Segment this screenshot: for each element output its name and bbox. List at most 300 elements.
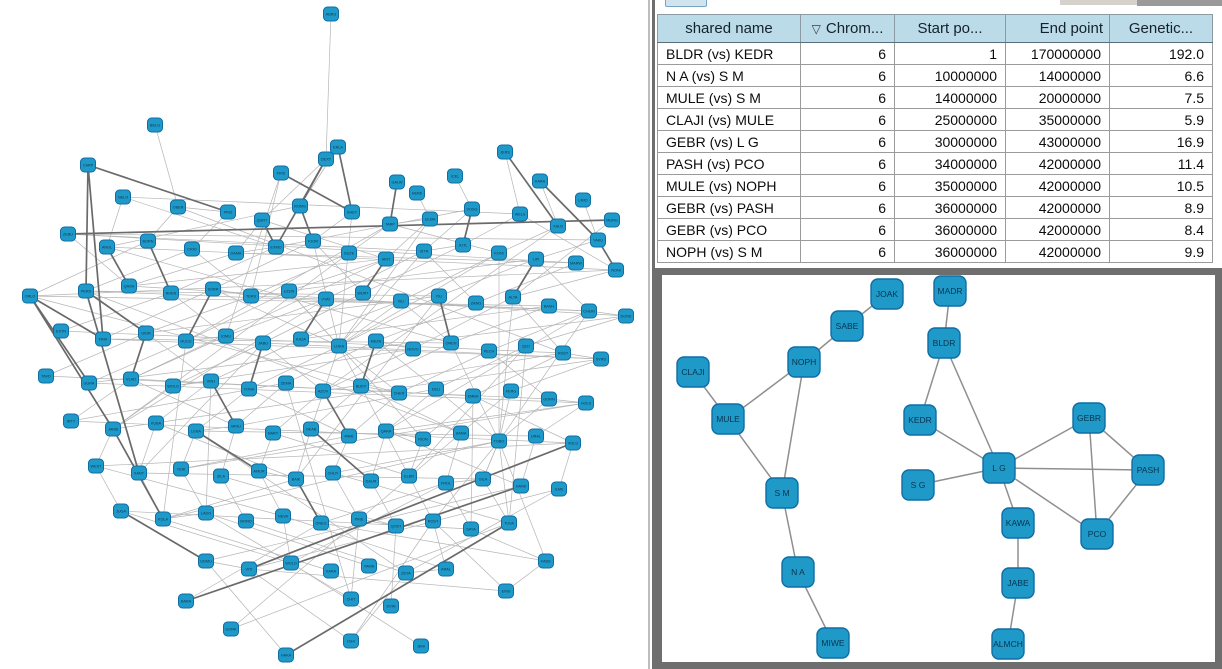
graph-node[interactable] (429, 382, 444, 396)
graph-node[interactable] (319, 152, 334, 166)
graph-node[interactable] (64, 414, 79, 428)
graph-node-shape[interactable] (712, 404, 744, 434)
graph-node-shape[interactable] (552, 482, 567, 496)
graph-node-LG[interactable] (983, 453, 1015, 483)
graph-node-shape[interactable] (324, 564, 339, 578)
table-cell[interactable]: MULE (vs) NOPH (658, 175, 801, 197)
table-cell[interactable]: 6 (801, 87, 895, 109)
graph-node-shape[interactable] (992, 629, 1024, 659)
graph-node-shape[interactable] (576, 193, 591, 207)
graph-node-shape[interactable] (122, 279, 137, 293)
graph-node[interactable] (379, 424, 394, 438)
table-cell[interactable]: 6 (801, 43, 895, 65)
graph-node-shape[interactable] (605, 213, 620, 227)
table-cell[interactable]: 6 (801, 131, 895, 153)
graph-node-JOAK[interactable] (871, 279, 903, 309)
graph-node[interactable] (293, 199, 308, 213)
graph-node-shape[interactable] (529, 429, 544, 443)
graph-node-shape[interactable] (304, 422, 319, 436)
graph-edge[interactable] (782, 362, 804, 493)
graph-node-shape[interactable] (902, 470, 934, 500)
graph-node-shape[interactable] (54, 324, 69, 338)
table-cell[interactable]: N A (vs) S M (658, 65, 801, 87)
table-cell[interactable]: 6 (801, 219, 895, 241)
graph-node[interactable] (132, 466, 147, 480)
graph-node-shape[interactable] (448, 169, 463, 183)
graph-node-shape[interactable] (1132, 455, 1164, 485)
graph-node[interactable] (316, 384, 331, 398)
graph-node-MULE[interactable] (712, 404, 744, 434)
graph-node-shape[interactable] (519, 339, 534, 353)
graph-node[interactable] (124, 372, 139, 386)
graph-node[interactable] (252, 464, 267, 478)
graph-node-shape[interactable] (326, 466, 341, 480)
graph-node[interactable] (229, 246, 244, 260)
graph-node-KAWA[interactable] (1002, 508, 1034, 538)
graph-node-shape[interactable] (164, 286, 179, 300)
graph-node-shape[interactable] (229, 419, 244, 433)
graph-node-shape[interactable] (362, 559, 377, 573)
graph-node[interactable] (342, 429, 357, 443)
graph-node[interactable] (399, 566, 414, 580)
graph-node[interactable] (199, 506, 214, 520)
graph-node-shape[interactable] (504, 384, 519, 398)
graph-node-shape[interactable] (252, 464, 267, 478)
graph-node[interactable] (304, 422, 319, 436)
graph-node-shape[interactable] (539, 554, 554, 568)
graph-node-shape[interactable] (132, 466, 147, 480)
graph-node-shape[interactable] (279, 376, 294, 390)
graph-node[interactable] (61, 227, 76, 241)
graph-node-ALMCH[interactable] (992, 629, 1024, 659)
graph-node-shape[interactable] (166, 379, 181, 393)
graph-node-shape[interactable] (831, 311, 863, 341)
graph-node-shape[interactable] (482, 344, 497, 358)
graph-node-shape[interactable] (465, 202, 480, 216)
graph-node[interactable] (156, 512, 171, 526)
graph-node[interactable] (456, 238, 471, 252)
graph-node[interactable] (116, 190, 131, 204)
table-row[interactable] (658, 87, 1213, 109)
table-cell[interactable]: 14000000 (895, 87, 1006, 109)
graph-node[interactable] (100, 240, 115, 254)
graph-node-shape[interactable] (533, 174, 548, 188)
graph-node[interactable] (364, 474, 379, 488)
graph-node-shape[interactable] (282, 284, 297, 298)
graph-node-shape[interactable] (224, 622, 239, 636)
graph-node[interactable] (324, 7, 339, 21)
graph-node-shape[interactable] (276, 509, 291, 523)
graph-node-shape[interactable] (439, 476, 454, 490)
table-cell[interactable]: 6 (801, 153, 895, 175)
graph-node-shape[interactable] (356, 286, 371, 300)
graph-node[interactable] (533, 174, 548, 188)
graph-node[interactable] (402, 469, 417, 483)
table-cell[interactable]: 8.9 (1110, 197, 1213, 219)
table-cell[interactable]: 10000000 (895, 65, 1006, 87)
table-row[interactable] (658, 197, 1213, 219)
graph-node-shape[interactable] (219, 329, 234, 343)
graph-node[interactable] (426, 514, 441, 528)
graph-node[interactable] (199, 554, 214, 568)
graph-node[interactable] (289, 472, 304, 486)
graph-node[interactable] (529, 252, 544, 266)
graph-node[interactable] (306, 234, 321, 248)
graph-node[interactable] (342, 246, 357, 260)
graph-node-shape[interactable] (506, 290, 521, 304)
table-cell[interactable]: 8.4 (1110, 219, 1213, 241)
graph-node-shape[interactable] (279, 648, 294, 662)
table-cell[interactable]: 43000000 (1006, 131, 1110, 153)
table-cell[interactable]: 6 (801, 241, 895, 263)
graph-node-shape[interactable] (476, 472, 491, 486)
graph-node[interactable] (542, 392, 557, 406)
graph-node-shape[interactable] (456, 238, 471, 252)
graph-node-shape[interactable] (551, 219, 566, 233)
table-cell[interactable]: 10.5 (1110, 175, 1213, 197)
graph-node-shape[interactable] (542, 392, 557, 406)
table-cell[interactable]: GEBR (vs) PASH (658, 197, 801, 219)
graph-node-shape[interactable] (269, 240, 284, 254)
graph-node[interactable] (166, 379, 181, 393)
graph-node[interactable] (239, 514, 254, 528)
graph-node-shape[interactable] (569, 256, 584, 270)
graph-node-shape[interactable] (64, 414, 79, 428)
graph-node-SABE[interactable] (831, 311, 863, 341)
graph-node-shape[interactable] (344, 634, 359, 648)
graph-node-shape[interactable] (410, 186, 425, 200)
graph-node-shape[interactable] (124, 372, 139, 386)
graph-node[interactable] (464, 522, 479, 536)
filter-funnel-icon[interactable]: ▽ (811, 22, 821, 36)
graph-node-MIWE[interactable] (817, 628, 849, 658)
graph-node-shape[interactable] (79, 284, 94, 298)
graph-node-shape[interactable] (331, 140, 346, 154)
graph-node[interactable] (454, 426, 469, 440)
graph-node[interactable] (326, 466, 341, 480)
graph-node-shape[interactable] (345, 205, 360, 219)
graph-node-shape[interactable] (1002, 568, 1034, 598)
graph-node-BLDR[interactable] (928, 328, 960, 358)
graph-node-CLAJI[interactable] (677, 357, 709, 387)
graph-node[interactable] (576, 193, 591, 207)
graph-node[interactable] (605, 213, 620, 227)
graph-node-shape[interactable] (1002, 508, 1034, 538)
graph-node-shape[interactable] (498, 145, 513, 159)
graph-node-shape[interactable] (204, 374, 219, 388)
graph-node-shape[interactable] (319, 152, 334, 166)
graph-node[interactable] (383, 217, 398, 231)
graph-node[interactable] (410, 186, 425, 200)
table-cell[interactable]: 42000000 (1006, 175, 1110, 197)
graph-node[interactable] (269, 240, 284, 254)
table-cell[interactable]: 36000000 (895, 219, 1006, 241)
filtered-network-canvas[interactable] (662, 275, 1215, 662)
graph-node[interactable] (529, 429, 544, 443)
graph-node[interactable] (114, 504, 129, 518)
graph-node[interactable] (204, 374, 219, 388)
graph-node-shape[interactable] (591, 233, 606, 247)
graph-node-shape[interactable] (514, 479, 529, 493)
graph-node-shape[interactable] (244, 289, 259, 303)
graph-node-shape[interactable] (179, 334, 194, 348)
graph-node[interactable] (369, 334, 384, 348)
graph-node[interactable] (465, 202, 480, 216)
table-cell[interactable]: 11.4 (1110, 153, 1213, 175)
graph-node-shape[interactable] (469, 296, 484, 310)
table-cell[interactable]: 9.9 (1110, 241, 1213, 263)
graph-node[interactable] (394, 294, 409, 308)
graph-node-shape[interactable] (499, 584, 514, 598)
graph-node-shape[interactable] (399, 566, 414, 580)
graph-node-shape[interactable] (289, 472, 304, 486)
graph-node-shape[interactable] (369, 334, 384, 348)
graph-node[interactable] (498, 145, 513, 159)
graph-node[interactable] (432, 289, 447, 303)
graph-node[interactable] (282, 284, 297, 298)
graph-node-shape[interactable] (100, 240, 115, 254)
graph-node[interactable] (276, 509, 291, 523)
graph-node-shape[interactable] (1081, 519, 1113, 549)
graph-node-GEBR[interactable] (1073, 403, 1105, 433)
graph-node[interactable] (214, 469, 229, 483)
graph-node-shape[interactable] (390, 175, 405, 189)
graph-node-shape[interactable] (439, 562, 454, 576)
graph-node-shape[interactable] (492, 246, 507, 260)
graph-node-shape[interactable] (314, 516, 329, 530)
table-row[interactable] (658, 219, 1213, 241)
table-cell[interactable]: 6.6 (1110, 65, 1213, 87)
graph-node-shape[interactable] (239, 514, 254, 528)
graph-node[interactable] (294, 332, 309, 346)
table-cell[interactable]: 7.5 (1110, 87, 1213, 109)
graph-node-shape[interactable] (189, 424, 204, 438)
graph-node[interactable] (332, 339, 347, 353)
graph-node[interactable] (390, 175, 405, 189)
column-header-2[interactable] (895, 15, 1006, 43)
table-cell[interactable]: 34000000 (895, 153, 1006, 175)
graph-node[interactable] (164, 286, 179, 300)
graph-node-shape[interactable] (61, 227, 76, 241)
graph-node[interactable] (171, 200, 186, 214)
table-cell[interactable]: 25000000 (895, 109, 1006, 131)
graph-node[interactable] (344, 592, 359, 606)
table-cell[interactable]: PASH (vs) PCO (658, 153, 801, 175)
graph-node[interactable] (106, 422, 121, 436)
graph-node[interactable] (406, 342, 421, 356)
table-row[interactable] (658, 241, 1213, 263)
graph-node-shape[interactable] (344, 592, 359, 606)
graph-node[interactable] (439, 562, 454, 576)
graph-node-shape[interactable] (306, 234, 321, 248)
graph-node-shape[interactable] (566, 436, 581, 450)
graph-node-shape[interactable] (242, 562, 257, 576)
table-cell[interactable]: CLAJI (vs) MULE (658, 109, 801, 131)
graph-node-shape[interactable] (293, 199, 308, 213)
table-row[interactable] (658, 131, 1213, 153)
graph-node[interactable] (492, 246, 507, 260)
graph-node[interactable] (266, 426, 281, 440)
graph-node[interactable] (619, 309, 634, 323)
graph-node-shape[interactable] (106, 422, 121, 436)
graph-node[interactable] (552, 482, 567, 496)
graph-node[interactable] (279, 648, 294, 662)
table-cell[interactable]: 35000000 (895, 175, 1006, 197)
graph-node[interactable] (255, 213, 270, 227)
graph-node-shape[interactable] (364, 474, 379, 488)
graph-node[interactable] (469, 296, 484, 310)
graph-node[interactable] (345, 205, 360, 219)
graph-node[interactable] (499, 584, 514, 598)
graph-node-shape[interactable] (402, 469, 417, 483)
graph-node[interactable] (579, 396, 594, 410)
table-cell[interactable]: 36000000 (895, 241, 1006, 263)
graph-node-shape[interactable] (342, 429, 357, 443)
graph-node-shape[interactable] (156, 512, 171, 526)
graph-node[interactable] (284, 556, 299, 570)
table-cell[interactable]: 35000000 (1006, 109, 1110, 131)
graph-node[interactable] (551, 219, 566, 233)
graph-edge[interactable] (944, 343, 999, 468)
table-row[interactable] (658, 109, 1213, 131)
graph-node-shape[interactable] (199, 554, 214, 568)
graph-node[interactable] (189, 424, 204, 438)
graph-node-shape[interactable] (185, 242, 200, 256)
graph-node[interactable] (439, 476, 454, 490)
graph-node[interactable] (539, 554, 554, 568)
graph-node[interactable] (229, 419, 244, 433)
graph-node-shape[interactable] (444, 336, 459, 350)
column-header-1[interactable] (801, 15, 895, 43)
graph-node[interactable] (122, 279, 137, 293)
graph-node-shape[interactable] (983, 453, 1015, 483)
table-cell[interactable]: 16.9 (1110, 131, 1213, 153)
graph-node-shape[interactable] (23, 289, 38, 303)
graph-node[interactable] (141, 234, 156, 248)
graph-edge[interactable] (999, 468, 1148, 470)
graph-node[interactable] (39, 369, 54, 383)
table-cell[interactable]: 30000000 (895, 131, 1006, 153)
graph-node-shape[interactable] (766, 478, 798, 508)
graph-node-shape[interactable] (426, 514, 441, 528)
graph-node[interactable] (384, 599, 399, 613)
graph-node-JABE[interactable] (1002, 568, 1034, 598)
column-header-0[interactable] (658, 15, 801, 43)
graph-node-shape[interactable] (332, 339, 347, 353)
graph-node[interactable] (23, 289, 38, 303)
table-row[interactable] (658, 43, 1213, 65)
graph-node-shape[interactable] (174, 462, 189, 476)
graph-node[interactable] (513, 207, 528, 221)
graph-node[interactable] (279, 376, 294, 390)
graph-node-shape[interactable] (229, 246, 244, 260)
table-cell[interactable]: 6 (801, 197, 895, 219)
graph-node-shape[interactable] (1073, 403, 1105, 433)
graph-node[interactable] (224, 622, 239, 636)
graph-node[interactable] (331, 140, 346, 154)
table-cell[interactable]: 42000000 (1006, 241, 1110, 263)
graph-node-shape[interactable] (266, 426, 281, 440)
column-header-3[interactable] (1006, 15, 1110, 43)
graph-node-shape[interactable] (96, 332, 111, 346)
graph-node-PASH[interactable] (1132, 455, 1164, 485)
graph-node-shape[interactable] (199, 506, 214, 520)
graph-node[interactable] (185, 242, 200, 256)
graph-node[interactable] (79, 284, 94, 298)
graph-node[interactable] (96, 332, 111, 346)
graph-node[interactable] (379, 252, 394, 266)
graph-node-shape[interactable] (464, 522, 479, 536)
graph-node-shape[interactable] (582, 304, 597, 318)
graph-node[interactable] (466, 389, 481, 403)
graph-node-shape[interactable] (139, 326, 154, 340)
graph-node[interactable] (324, 564, 339, 578)
table-row[interactable] (658, 65, 1213, 87)
graph-node-shape[interactable] (609, 263, 624, 277)
table-cell[interactable]: 5.9 (1110, 109, 1213, 131)
graph-node-shape[interactable] (556, 346, 571, 360)
graph-node[interactable] (174, 462, 189, 476)
graph-node-shape[interactable] (214, 469, 229, 483)
graph-node-SG[interactable] (902, 470, 934, 500)
graph-node-shape[interactable] (383, 217, 398, 231)
graph-node[interactable] (244, 289, 259, 303)
table-cell[interactable]: 42000000 (1006, 197, 1110, 219)
graph-node[interactable] (476, 472, 491, 486)
graph-node-shape[interactable] (114, 504, 129, 518)
graph-node-shape[interactable] (274, 166, 289, 180)
graph-node-shape[interactable] (432, 289, 447, 303)
graph-node[interactable] (448, 169, 463, 183)
graph-node-shape[interactable] (148, 118, 163, 132)
graph-node-shape[interactable] (179, 594, 194, 608)
graph-node-shape[interactable] (141, 234, 156, 248)
table-cell[interactable]: 14000000 (1006, 65, 1110, 87)
graph-node[interactable] (423, 212, 438, 226)
table-cell[interactable]: BLDR (vs) KEDR (658, 43, 801, 65)
table-cell[interactable]: 6 (801, 109, 895, 131)
table-cell[interactable]: GEBR (vs) PCO (658, 219, 801, 241)
graph-node[interactable] (242, 382, 257, 396)
graph-node[interactable] (609, 263, 624, 277)
graph-node-shape[interactable] (817, 628, 849, 658)
graph-node-shape[interactable] (384, 599, 399, 613)
graph-node[interactable] (344, 634, 359, 648)
table-row[interactable] (658, 175, 1213, 197)
graph-node-shape[interactable] (294, 332, 309, 346)
graph-node[interactable] (389, 519, 404, 533)
graph-node-shape[interactable] (529, 252, 544, 266)
graph-node-shape[interactable] (466, 389, 481, 403)
graph-node-shape[interactable] (406, 342, 421, 356)
graph-node[interactable] (149, 416, 164, 430)
table-cell[interactable]: 36000000 (895, 197, 1006, 219)
graph-node[interactable] (219, 329, 234, 343)
graph-node-shape[interactable] (389, 519, 404, 533)
table-cell[interactable]: 42000000 (1006, 219, 1110, 241)
graph-node-shape[interactable] (256, 336, 271, 350)
graph-node-shape[interactable] (394, 294, 409, 308)
graph-node[interactable] (594, 352, 609, 366)
graph-node[interactable] (502, 516, 517, 530)
table-cell[interactable]: GEBR (vs) L G (658, 131, 801, 153)
graph-node-shape[interactable] (788, 347, 820, 377)
graph-node-KEDR[interactable] (904, 405, 936, 435)
graph-node[interactable] (417, 244, 432, 258)
graph-node[interactable] (139, 326, 154, 340)
graph-node-MADR[interactable] (934, 276, 966, 306)
graph-node[interactable] (54, 324, 69, 338)
